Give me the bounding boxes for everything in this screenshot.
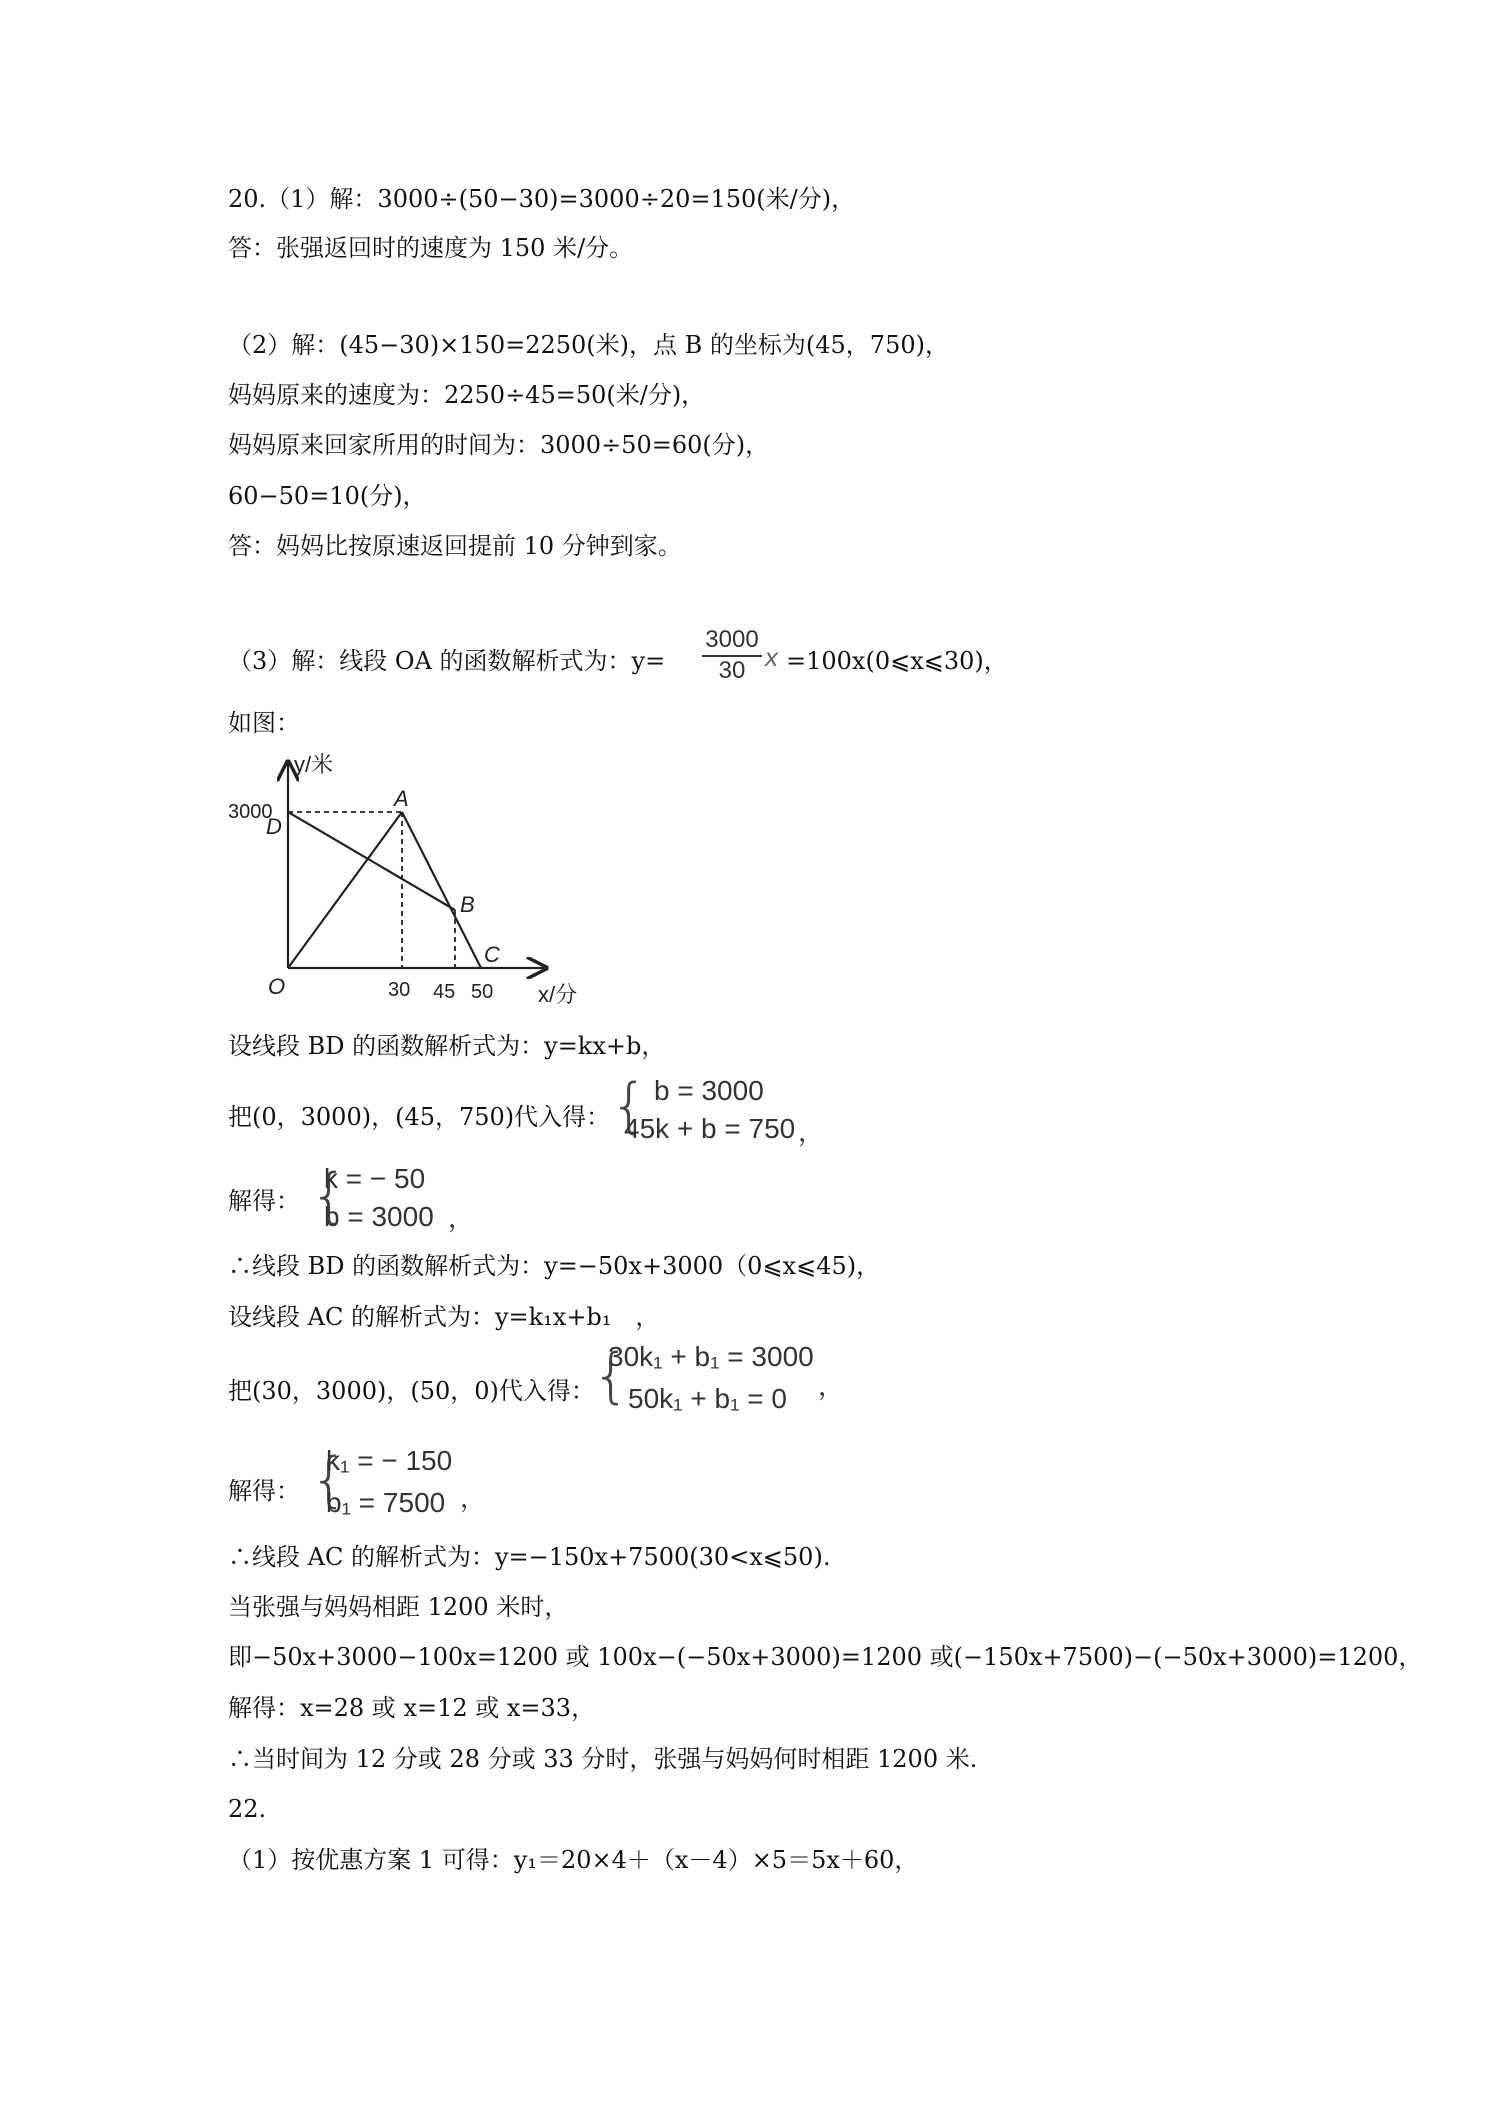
bd-result: ∴线段 BD 的函数解析式为：y=−50x+3000（0⩽x⩽45)，: [228, 1252, 881, 1280]
solution-ac-image: [310, 1440, 490, 1530]
bd-substitute-prefix: 把(0，3000)，(45，750)代入得：: [228, 1103, 611, 1131]
final-line1: 当张强与妈妈相距 1200 米时，: [228, 1593, 569, 1621]
comma: ，: [798, 1117, 825, 1147]
q20-p2-line4: 60−50=10(分)，: [228, 482, 427, 510]
system-ac-image: [592, 1336, 852, 1426]
fraction-numerator: 3000: [702, 626, 762, 657]
comma: ，: [460, 1483, 487, 1513]
segment-OA: [288, 812, 402, 968]
point-D-label: D: [266, 814, 282, 839]
ac-line1: 设线段 AC 的解析式为：y=k₁x+b₁ ，: [228, 1303, 660, 1331]
point-C-label: C: [484, 942, 500, 967]
system-row: b = 3000: [654, 1075, 764, 1106]
comma: ，: [448, 1203, 475, 1233]
fraction: [702, 626, 762, 685]
q20-p2-answer: 答：妈妈比按原速返回提前 10 分钟到家。: [228, 532, 682, 560]
segment-DB: [288, 812, 455, 910]
y-axis-label: y/米: [294, 752, 334, 777]
variable-x: x: [765, 642, 778, 672]
brace: {: [310, 1445, 349, 1515]
q20-p3-prefix: （3）解：线段 OA 的函数解析式为：y=: [228, 647, 666, 675]
bd-solve-prefix: 解得：: [228, 1187, 300, 1215]
brace: {: [592, 1341, 631, 1411]
q20-p3-suffix: =100x(0⩽x⩽30)，: [786, 647, 1008, 675]
point-A-label: A: [394, 786, 409, 811]
ac-substitute-prefix: 把(30，3000)，(50，0)代入得：: [228, 1377, 595, 1405]
solution-row: k₁ = − 150: [326, 1445, 453, 1476]
solution-row: b = 3000: [324, 1201, 434, 1232]
solution-bd-image: [310, 1160, 475, 1240]
q20-p3-as-figure: 如图：: [228, 709, 300, 737]
x-tick-45: 45: [433, 981, 456, 1003]
q20-p1-answer: 答：张强返回时的速度为 150 米/分。: [228, 234, 634, 262]
x-axis-label: x/分: [538, 982, 578, 1007]
bd-line1: 设线段 BD 的函数解析式为：y=kx+b，: [228, 1032, 666, 1060]
origin-label: O: [268, 974, 286, 999]
function-graph-figure: [222, 750, 602, 1010]
solution-row: b₁ = 7500: [326, 1487, 446, 1518]
q22-line1: （1）按优惠方案 1 可得：y₁＝20×4＋（x－4）×5＝5x＋60，: [228, 1846, 919, 1874]
q20-p2-line3: 妈妈原来回家所用的时间为：3000÷50=60(分)，: [228, 431, 770, 459]
segment-AC: [402, 812, 481, 968]
solution-row: k = − 50: [324, 1163, 426, 1194]
q20-p1-line1: 20.（1）解：3000÷(50−30)=3000÷20=150(米/分)，: [228, 185, 856, 213]
system-bd-image: [610, 1071, 825, 1152]
final-line3: 解得：x=28 或 x=12 或 x=33，: [228, 1694, 596, 1722]
brace: {: [610, 1071, 649, 1141]
x-tick-30: 30: [388, 979, 411, 1001]
system-row: 30k₁ + b₁ = 3000: [608, 1341, 814, 1372]
point-B-label: B: [460, 892, 475, 917]
ac-result: ∴线段 AC 的解析式为：y=−150x+7500(30<x⩽50).: [228, 1543, 831, 1571]
q20-p2-line1: （2）解：(45−30)×150=2250(米)，点 B 的坐标为(45，750)，: [228, 331, 949, 359]
ac-solve-prefix: 解得：: [228, 1477, 300, 1505]
final-line2: 即−50x+3000−100x=1200 或 100x−(−50x+3000)=1200 或(−150x+7500)−(−50x+3000)=1200，: [228, 1643, 1423, 1671]
q20-p2-line2: 妈妈原来的速度为：2250÷45=50(米/分)，: [228, 381, 706, 409]
brace: {: [310, 1161, 349, 1231]
system-row: 50k₁ + b₁ = 0: [628, 1383, 788, 1414]
fraction-denominator: 30: [718, 657, 746, 684]
system-row: 45k + b = 750: [624, 1113, 796, 1144]
y-tick-3000: 3000: [228, 801, 273, 823]
final-line4: ∴当时间为 12 分或 28 分或 33 分时，张强与妈妈何时相距 1200 米.: [228, 1745, 978, 1773]
fraction-image: [702, 626, 782, 690]
x-tick-50: 50: [471, 981, 494, 1003]
comma: ，: [818, 1371, 845, 1401]
q22-title: 22.: [228, 1795, 267, 1823]
